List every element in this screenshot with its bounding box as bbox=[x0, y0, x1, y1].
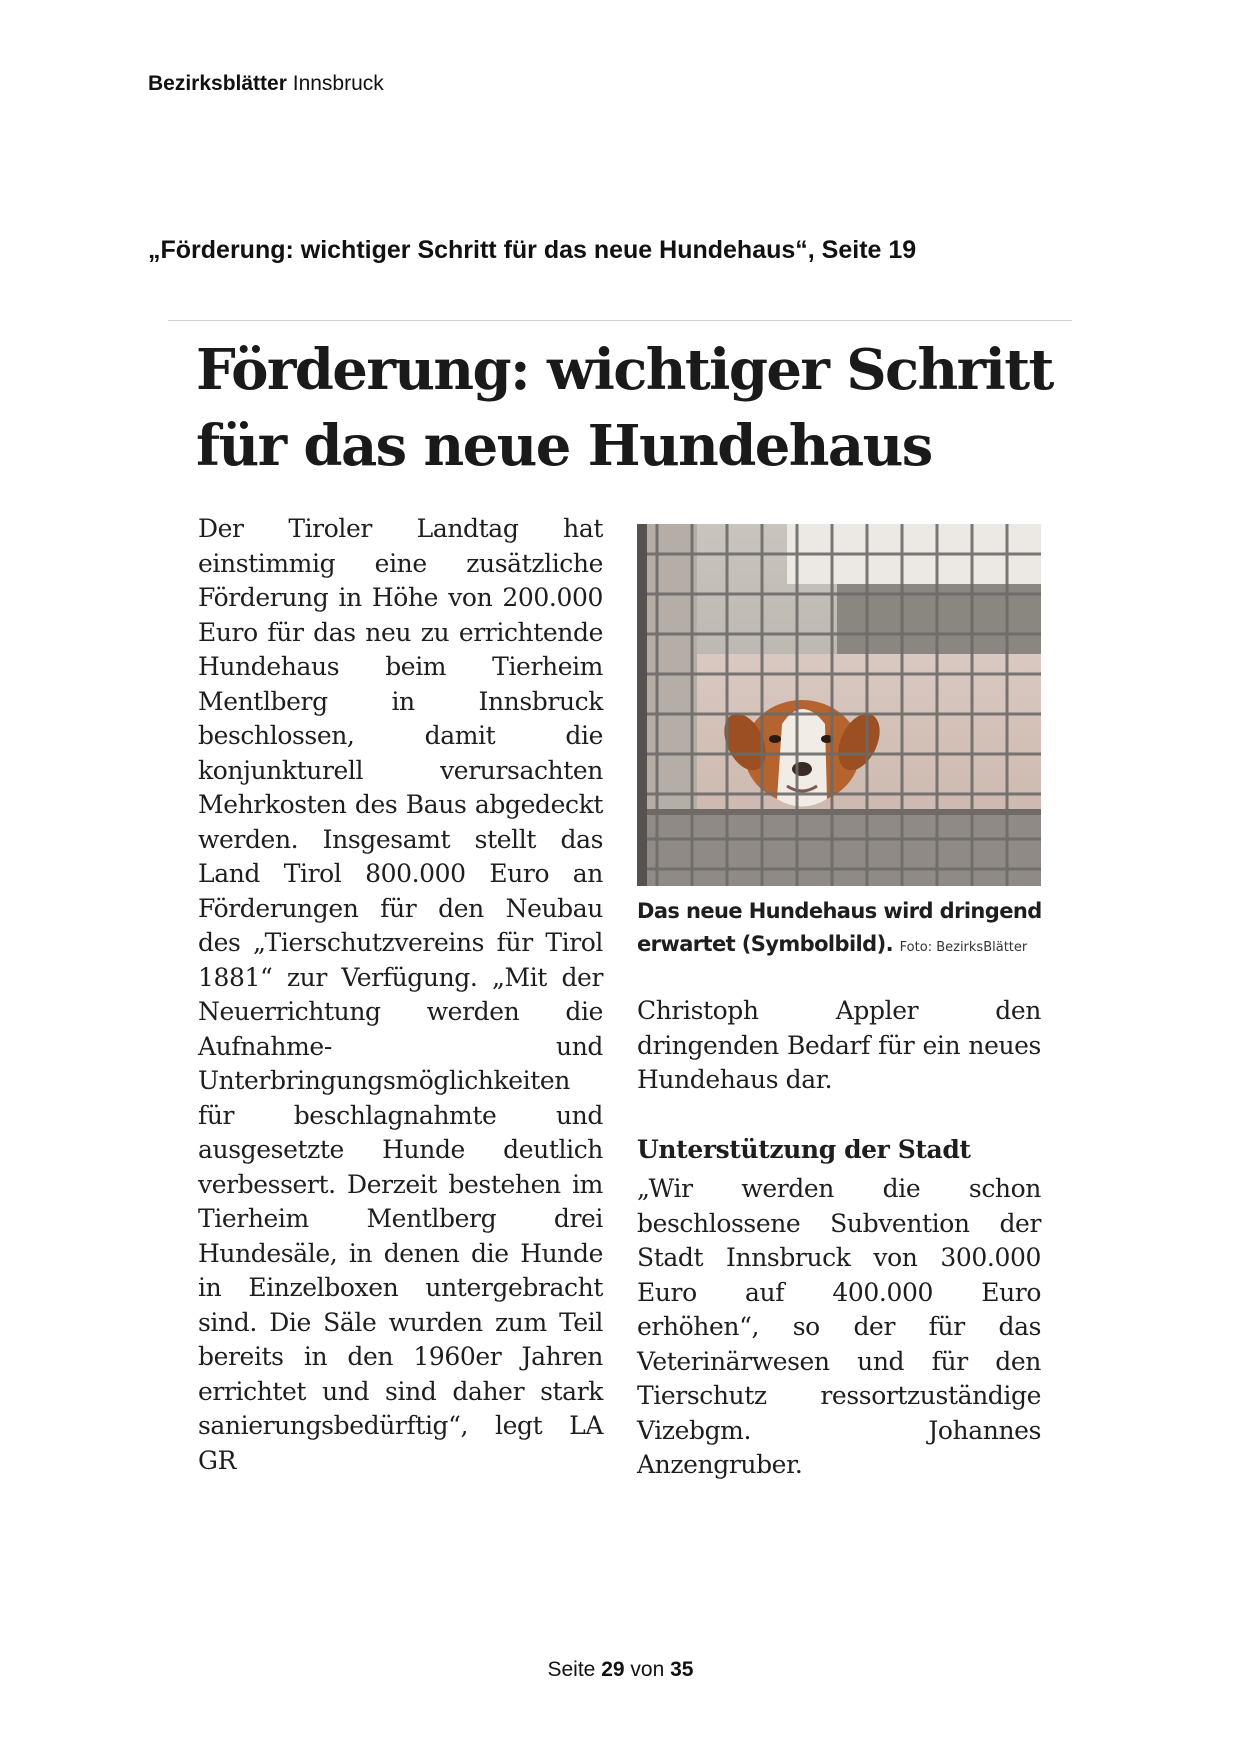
headline-line-1: Förderung: wichtiger Schritt bbox=[196, 337, 1053, 403]
divider bbox=[168, 320, 1072, 321]
publication-region: Innsbruck bbox=[292, 72, 384, 95]
article-headline bbox=[196, 332, 1076, 484]
article-body-left: Der Tiroler Landtag hat einstimmig eine zusätzliche Förderung in Höhe von 200.000 Euro für das neu zu errichtende Hundehaus beim Tierheim Mentlberg in Innsbruck beschlossen, damit die konjunkturell verursachten Mehrkosten des Baus abgedeckt werden. Insgesamt stellt das Land Tirol 800.000 Euro an Förderungen für den Neubau des „Tierschutzvereins für Tirol 1881“ zur Verfügung. „Mit der Neuerrichtung werden die Aufnahme- und Unterbringungsmöglichkeiten für beschlagnahmte und ausgesetzte Hunde deutlich verbessert. Derzeit bestehen im Tierheim Mentlberg drei Hundesäle, in denen die Hunde in Einzelboxen untergebracht sind. Die Säle wurden zum Teil bereits in den 1960er Jahren errichtet und sind daher stark sanierungsbedürftig“, legt LA GR bbox=[198, 514, 603, 1475]
article-body-right-1: Christoph Appler den dringenden Bedarf für ein neues Hundehaus dar. bbox=[637, 996, 1041, 1094]
caption-text: Das neue Hundehaus wird dringend erwartet (Symbolbild). bbox=[637, 899, 1042, 956]
page-header bbox=[148, 72, 384, 96]
page-footer bbox=[0, 1658, 1241, 1682]
photo-credit: Foto: BezirksBlätter bbox=[899, 940, 1028, 955]
footer-separator: von bbox=[630, 1658, 665, 1681]
article-body-right-2: „Wir werden die schon beschlossene Subvention der Stadt Innsbruck von 300.000 Euro auf 400.000 Euro erhöhen“, so der für das Veterinärwesen und für den Tierschutz ressortzuständige Vizebgm. Johannes Anzengruber. bbox=[637, 1174, 1041, 1479]
footer-prefix: Seite bbox=[547, 1658, 596, 1681]
article-subheading: Unterstützung der Stadt bbox=[637, 1135, 971, 1164]
publication-name: Bezirksblätter bbox=[148, 72, 287, 95]
clip-reference: „Förderung: wichtiger Schritt für das neue Hundehaus“, Seite 19 bbox=[148, 236, 917, 264]
headline-line-2: für das neue Hundehaus bbox=[196, 413, 932, 479]
footer-page-number: 29 bbox=[601, 1658, 625, 1681]
footer-page-total: 35 bbox=[670, 1658, 694, 1681]
dog-photo bbox=[637, 524, 1041, 886]
photo-caption bbox=[637, 895, 1047, 964]
